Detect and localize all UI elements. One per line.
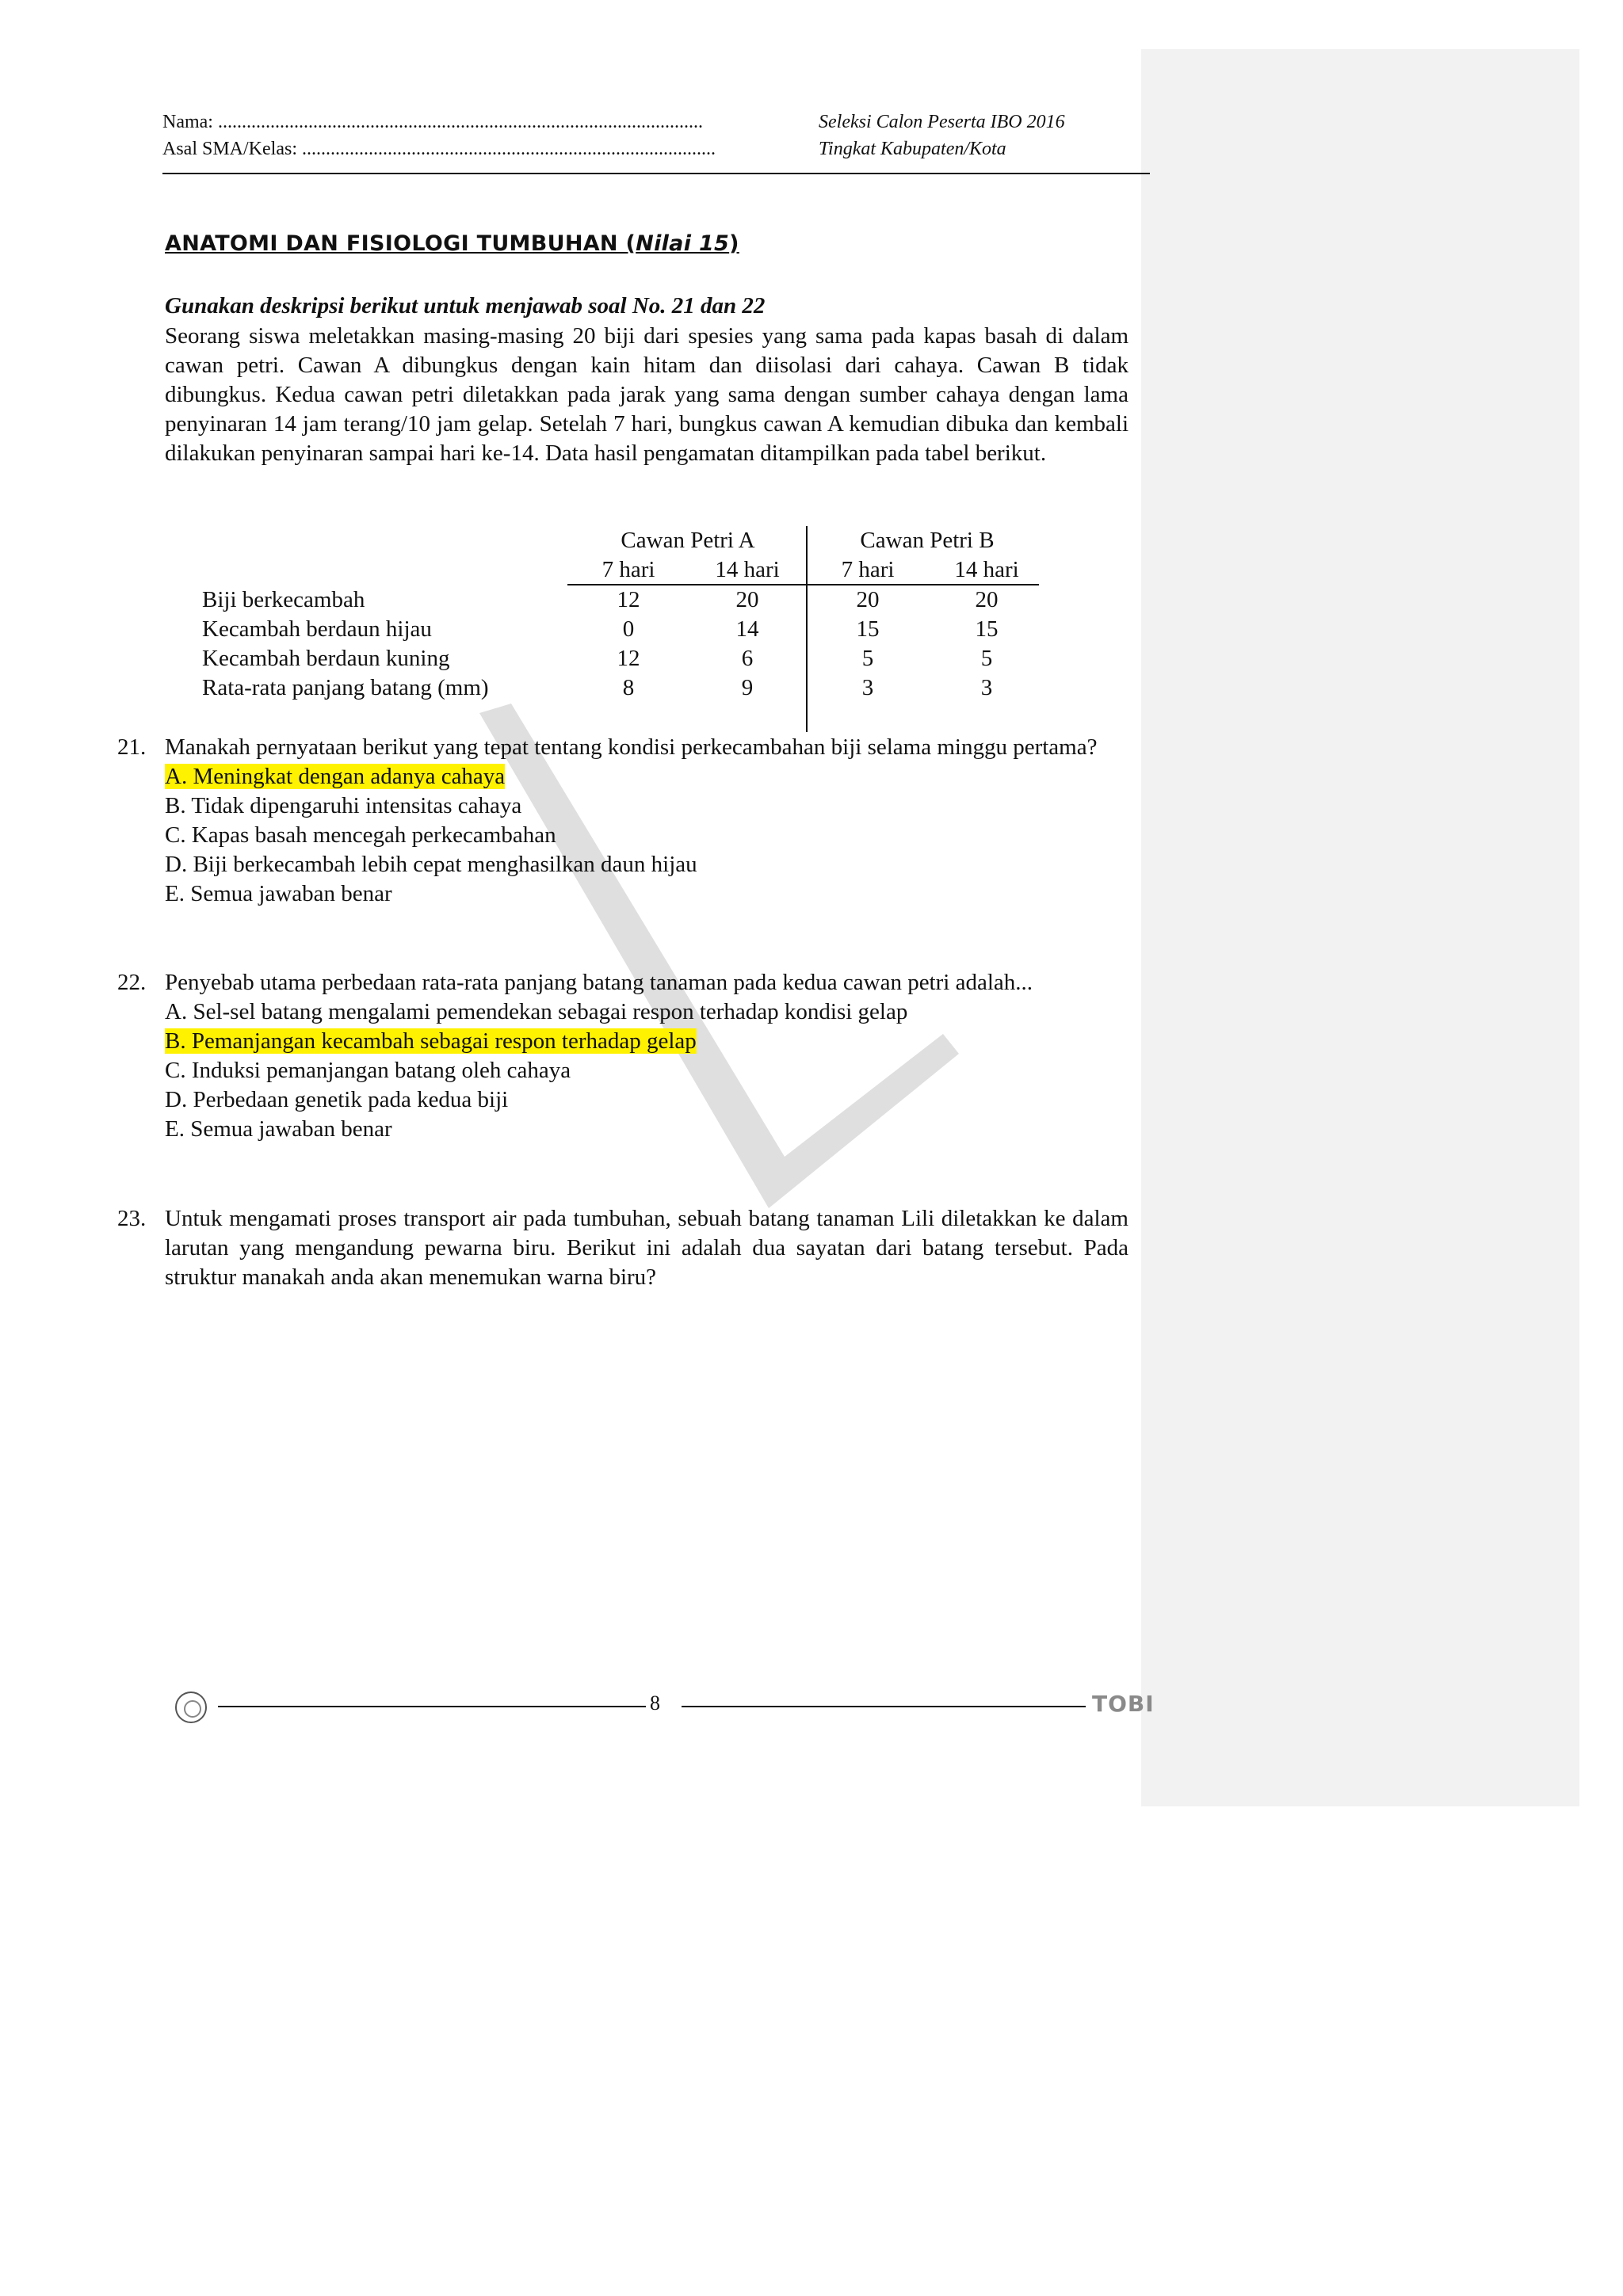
table-cell: 9 — [741, 675, 754, 700]
answer-option-c[interactable]: C. Induksi pemanjangan batang oleh cahaya — [165, 1058, 571, 1083]
table-subheader: 7 hari — [601, 557, 655, 582]
table-subheader: 14 hari — [954, 557, 1019, 582]
table-cell: 3 — [980, 675, 993, 700]
header-name-field: Nama: ...................................................................................................... — [162, 112, 703, 132]
table-cell: 0 — [622, 616, 635, 642]
header-exam-level: Tingkat Kabupaten/Kota — [819, 139, 1006, 159]
question-text: Untuk mengamati proses transport air pada tumbuhan, sebuah batang tanaman Lili diletakkan ke dalam larutan yang mengandung pewarna biru. Berikut ini adalah dua sayatan dari batang tersebut. Pada struktur manakah anda akan menemukan warna biru? — [165, 1206, 1128, 1290]
highlighted-answer: B. Pemanjangan kecambah sebagai respon terhadap gelap — [165, 1028, 697, 1054]
table-cell: 12 — [617, 587, 640, 612]
question-22 — [117, 968, 1128, 1144]
ministry-seal-icon — [175, 1691, 207, 1723]
question-text: Manakah pernyataan berikut yang tepat tentang kondisi perkecambahan biji selama minggu pertama? — [165, 734, 1098, 760]
question-number: 22. — [117, 970, 147, 995]
table-cell: 15 — [856, 616, 880, 642]
answer-option-a[interactable]: A. Sel-sel batang mengalami pemendekan sebagai respon terhadap kondisi gelap — [165, 999, 908, 1024]
section-title-close: ) — [729, 231, 739, 256]
table-subheader: 7 hari — [841, 557, 895, 582]
table-row-label: Kecambah berdaun kuning — [202, 646, 450, 671]
answer-option-d[interactable]: D. Biji berkecambah lebih cepat menghasilkan daun hijau — [165, 852, 697, 877]
header-exam-title: Seleksi Calon Peserta IBO 2016 — [819, 112, 1065, 132]
table-cell: 15 — [975, 616, 999, 642]
table-cell: 14 — [735, 616, 759, 642]
answer-option-e[interactable]: E. Semua jawaban benar — [165, 881, 392, 906]
answer-option-c[interactable]: C. Kapas basah mencegah perkecambahan — [165, 822, 556, 848]
table-cell: 3 — [861, 675, 874, 700]
section-title-score: Nilai 15 — [636, 231, 730, 256]
table-cell: 12 — [617, 646, 640, 671]
section-title — [165, 231, 739, 256]
question-text: Penyebab utama perbedaan rata-rata panjang batang tanaman pada kedua cawan petri adalah... — [165, 970, 1033, 995]
table-cell: 8 — [622, 675, 635, 700]
table-cell: 20 — [856, 587, 880, 612]
table-cell: 20 — [735, 587, 759, 612]
table-row-label: Rata-rata panjang batang (mm) — [202, 675, 489, 700]
section-title-main: ANATOMI DAN FISIOLOGI TUMBUHAN ( — [165, 231, 636, 256]
answer-option-d[interactable]: D. Perbedaan genetik pada kedua biji — [165, 1087, 509, 1112]
footer-rule-left — [218, 1706, 646, 1707]
question-number: 23. — [117, 1206, 147, 1231]
instruction-text: Gunakan deskripsi berikut untuk menjawab soal No. 21 dan 22 — [165, 293, 766, 318]
table-group-a-header: Cawan Petri A — [621, 528, 755, 553]
table-group-b-header: Cawan Petri B — [860, 528, 995, 553]
question-21 — [117, 733, 1128, 909]
header-student-fields — [162, 109, 716, 162]
question-number: 21. — [117, 734, 147, 760]
header-exam-info — [819, 109, 1065, 162]
table-cell: 5 — [861, 646, 874, 671]
answer-option-b[interactable]: B. Tidak dipengaruhi intensitas cahaya — [165, 793, 522, 818]
answer-option-e[interactable]: E. Semua jawaban benar — [165, 1116, 392, 1142]
page-number: 8 — [650, 1691, 660, 1714]
question-23 — [117, 1204, 1128, 1292]
answer-option-a[interactable] — [165, 762, 1128, 791]
header-school-field: Asal SMA/Kelas: ....................................................................................... — [162, 139, 716, 159]
observation-table — [165, 526, 1037, 732]
table-cell: 5 — [980, 646, 993, 671]
table-row-label: Kecambah berdaun hijau — [202, 616, 432, 642]
table-subheader: 14 hari — [715, 557, 780, 582]
answer-option-b[interactable] — [165, 1027, 1128, 1056]
header-divider — [162, 173, 1150, 174]
table-cell: 20 — [975, 587, 999, 612]
table-row-label: Biji berkecambah — [202, 587, 365, 612]
footer-rule-right — [682, 1706, 1086, 1707]
table-cell: 6 — [741, 646, 754, 671]
tobi-logo: TOBI — [1092, 1691, 1155, 1717]
experiment-description: Seorang siswa meletakkan masing-masing 20 biji dari spesies yang sama pada kapas basah di dalam cawan petri. Cawan A dibungkus dengan kain hitam dan diisolasi dari cahaya. Cawan B tidak dibungkus. Kedua cawan petri diletakkan pada jarak yang sama dengan sumber cahaya dengan lama penyinaran 14 jam terang/10 jam gelap. Setelah 7 hari, bungkus cawan A kemudian dibuka dan kembali dilakukan penyinaran sampai hari ke-14. Data hasil pengamatan ditampilkan pada tabel berikut. — [165, 323, 1128, 466]
highlighted-answer: A. Meningkat dengan adanya cahaya — [165, 764, 506, 789]
